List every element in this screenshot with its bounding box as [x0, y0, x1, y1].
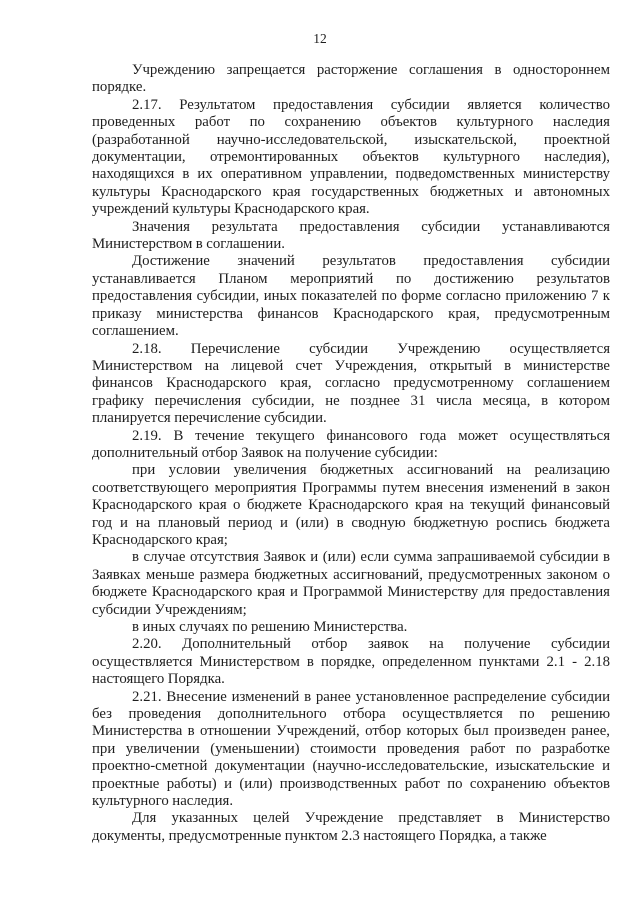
document-body: [92, 62, 610, 845]
paragraph-2-17: 2.17. Результатом предоставления субсидии является количество проведенных работ по сохранению объектов культурного наследия (разработанной научно-исследовательской, изыскательской, проектной документации, отремонтированных объектов культурного наследия), находящихся в их оперативном управлении, подведомственных министерству культуры Краснодарского края государственных бюджетных и автономных учреждений культуры Краснодарского края.: [92, 96, 610, 218]
paragraph-2-19-condition-3: в иных случаях по решению Министерства.: [132, 619, 408, 635]
paragraph-2-19-condition-1: при условии увеличения бюджетных ассигнований на реализацию соответствующего мероприятия Программы путем внесения изменений в закон Краснодарского края о бюджете Краснодарского края на текущий финансовый год и на плановый период и (или) в сводную бюджетную роспись бюджета Краснодарского края;: [92, 462, 610, 548]
paragraph-2-19-condition-2: в случае отсутствия Заявок и (или) если сумма запрашиваемой субсидии в Заявках меньше размера бюджетных ассигнований, предусмотренных законом о бюджете Краснодарского края и Программой Министерству для предоставления субсидии Учреждениям;: [92, 549, 610, 618]
paragraph-2-21: 2.21. Внесение изменений в ранее установленное распределение субсидии без проведения дополнительного отбора осуществляется по решению Министерства в отношении Учреждений, отбор которых был произведен ранее, при увеличении (уменьшении) стоимости проведения работ по разработке проектно-сметной документации (научно-исследовательские, изыскательские и проектные работы) и (или) производственных работ по сохранению объектов культурного наследия.: [92, 688, 610, 810]
paragraph-documents: Для указанных целей Учреждение представляет в Министерство документы, предусмотренные пунктом 2.3 настоящего Порядка, а также: [92, 810, 610, 844]
page-number: 12: [313, 31, 327, 46]
paragraph-2-19: 2.19. В течение текущего финансового года может осуществляться дополнительный отбор Заявок на получение субсидии:: [92, 427, 610, 461]
paragraph-result-values: Значения результата предоставления субсидии устанавливаются Министерством в соглашении.: [92, 218, 610, 253]
paragraph-2-18: 2.18. Перечисление субсидии Учреждению осуществляется Министерством на лицевой счет Учреждения, открытый в министерстве финансов Краснодарского края, согласно предусмотренному соглашением графику перечисления субсидии, не позднее 31 числа месяца, в котором планируется перечисление субсидии.: [92, 340, 610, 427]
paragraph-continuation: Учреждению запрещается расторжение соглашения в одностороннем порядке.: [92, 62, 610, 96]
paragraph-result-achievement: Достижение значений результатов предоставления субсидии устанавливается Планом мероприятий по достижению результатов предоставления субсидии, иных показателей по форме согласно приложению 7 к приказу министерства финансов Краснодарского края, предусмотренным соглашением.: [92, 253, 610, 340]
paragraph-2-20: 2.20. Дополнительный отбор заявок на получение субсидии осуществляется Министерством в порядке, определенном пунктами 2.1 - 2.18 настоящего Порядка.: [92, 636, 610, 688]
